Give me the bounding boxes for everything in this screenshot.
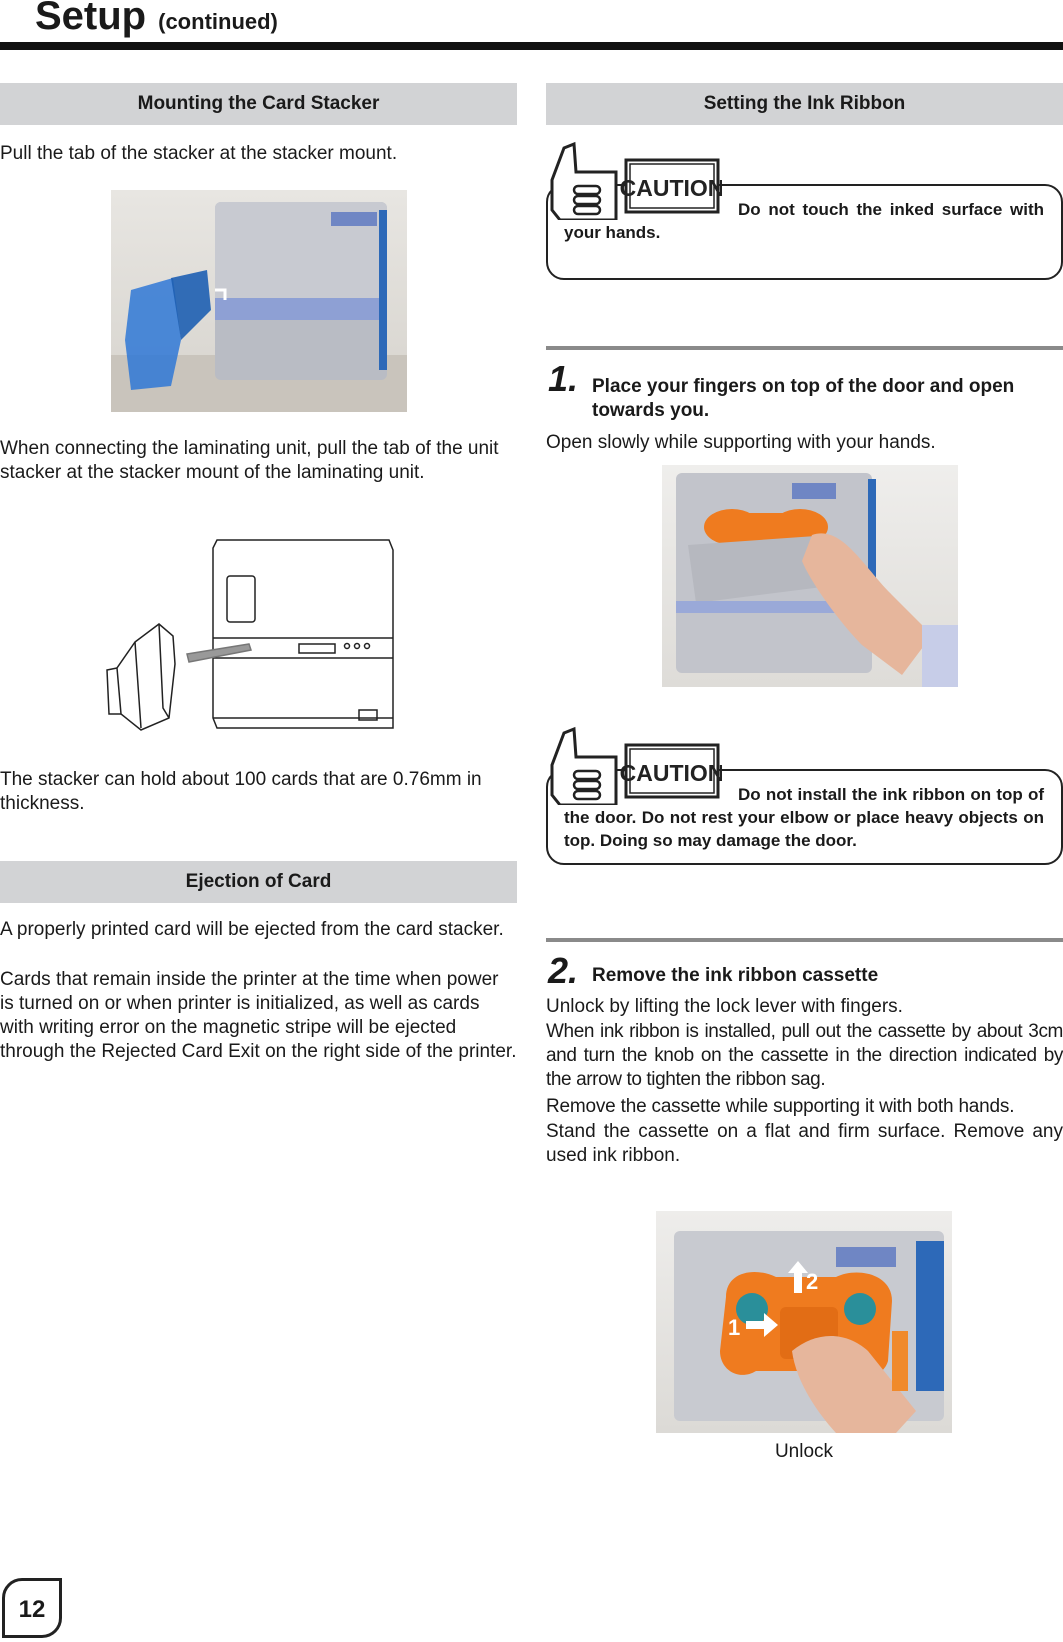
caution-label-1: CAUTION bbox=[619, 175, 722, 201]
caution-icon-1 bbox=[546, 140, 722, 220]
step-1-body: Open slowly while supporting with your hands. bbox=[546, 432, 936, 453]
step-1-rule bbox=[546, 346, 1063, 350]
step-2-number: 2. bbox=[548, 950, 579, 991]
ejection-text-2: Cards that remain inside the printer at the time when power is turned on or when printer is initialized, as well as cards with writing error on the magnetic stripe will be ejected through the Rejected Card Exit on the right side of the printer. bbox=[0, 969, 517, 1062]
section-heading-ejection: Ejection of Card bbox=[0, 861, 517, 903]
page-title: Setup (continued) bbox=[35, 0, 278, 38]
step-2-title: Remove the ink ribbon cassette bbox=[592, 965, 879, 986]
step-2-body-4: Stand the cassette on a flat and firm surface. Remove any used ink ribbon. bbox=[546, 1121, 1063, 1166]
section-heading-card-stacker: Mounting the Card Stacker bbox=[0, 83, 517, 125]
stacker-capacity-text: The stacker can hold about 100 cards that are 0.76mm in thickness. bbox=[0, 769, 482, 814]
step-2-body-2: When ink ribbon is installed, pull out the cassette by about 3cm and turn the knob on the cassette in the direction indicated by the arrow to tighten the ribbon sag. bbox=[546, 1021, 1063, 1090]
section-heading-ink-ribbon: Setting the Ink Ribbon bbox=[546, 83, 1063, 125]
arrow-label-2: 2 bbox=[806, 1269, 819, 1294]
page-number: 12 bbox=[2, 1578, 62, 1638]
unlock-cassette-photo bbox=[656, 1211, 952, 1433]
step-2-body-1: Unlock by lifting the lock lever with fingers. bbox=[546, 996, 903, 1017]
caution-text-2: Do not install the ink ribbon on top of the door. Do not rest your elbow or place heavy objects on top. Doing so may damage the door. bbox=[564, 785, 1044, 850]
caution-label-2: CAUTION bbox=[619, 760, 722, 786]
laminating-unit-text: When connecting the laminating unit, pull the tab of the unit stacker at the stacker mount of the laminating unit. bbox=[0, 438, 499, 483]
stacker-intro-text: Pull the tab of the stacker at the stacker mount. bbox=[0, 143, 398, 164]
stacker-line-drawing bbox=[101, 538, 401, 748]
unlock-caption: Unlock bbox=[774, 1441, 834, 1462]
ejection-text-1: A properly printed card will be ejected from the card stacker. bbox=[0, 919, 504, 940]
stacker-mount-photo bbox=[111, 190, 407, 412]
step-2-body-3: Remove the cassette while supporting it with both hands. bbox=[546, 1096, 1015, 1117]
header-rule bbox=[0, 42, 1063, 50]
page-subtitle: (continued) bbox=[158, 9, 278, 34]
arrow-label-1: 1 bbox=[728, 1315, 741, 1340]
step-1-title: Place your fingers on top of the door and open towards you. bbox=[592, 376, 1015, 421]
caution-text-1: Do not touch the inked surface with your hands. bbox=[564, 200, 1044, 242]
step-1-number: 1. bbox=[548, 358, 579, 399]
caution-icon-2 bbox=[546, 725, 722, 805]
open-door-photo bbox=[662, 465, 958, 687]
step-2-rule bbox=[546, 938, 1063, 942]
